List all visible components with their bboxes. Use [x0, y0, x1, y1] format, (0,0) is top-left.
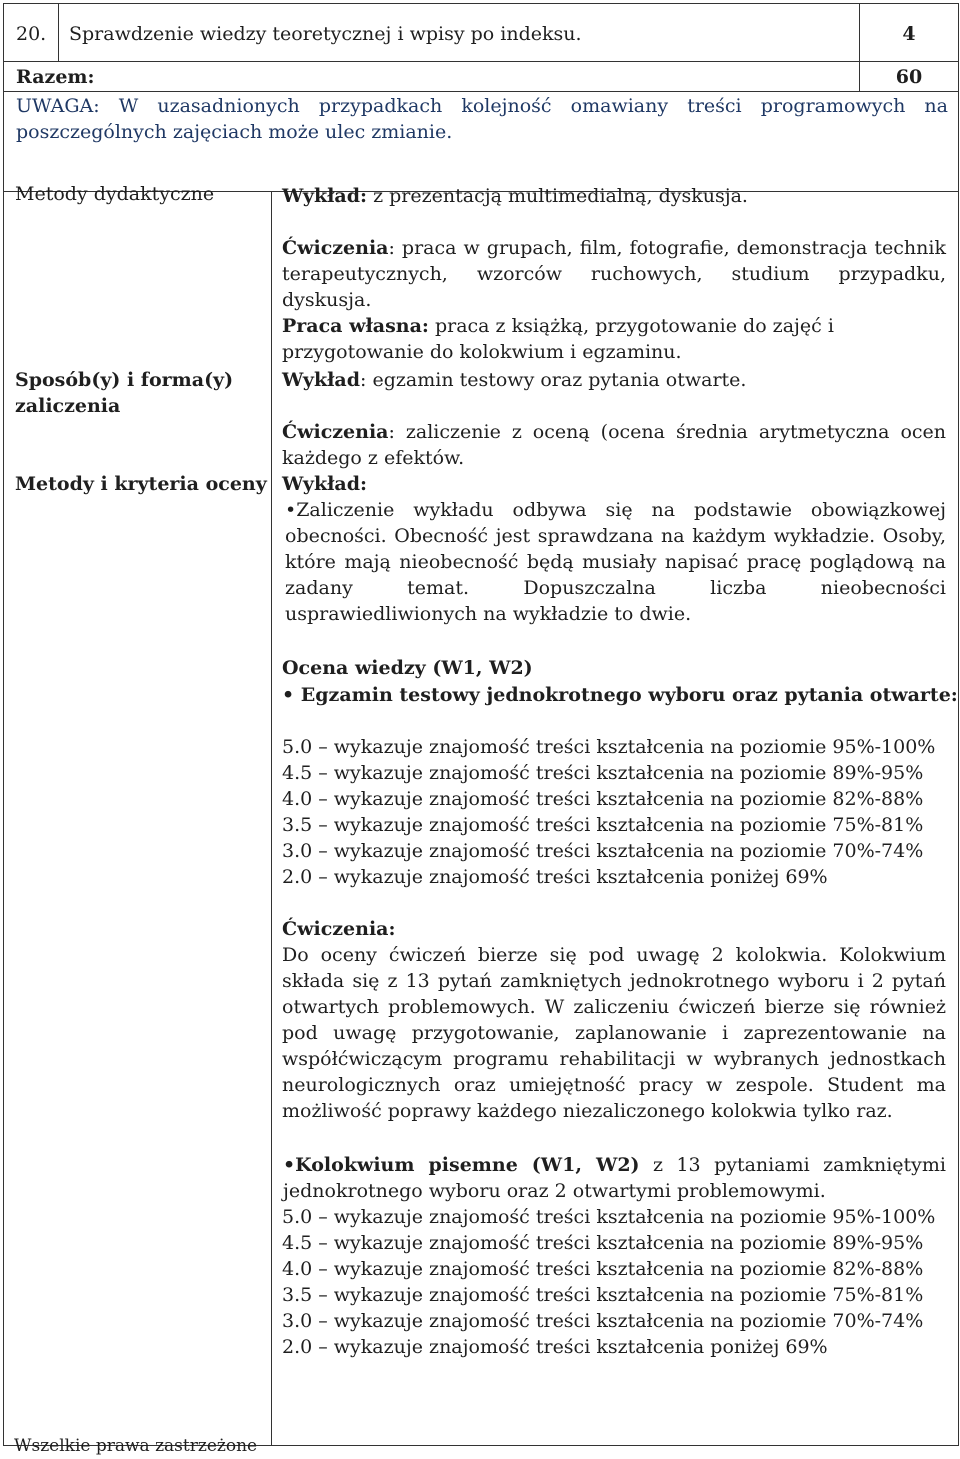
assessment-lecture-label: Wykład	[282, 369, 361, 391]
bullet-icon: •	[285, 499, 297, 521]
assessment-lecture	[282, 367, 946, 393]
own-work-label: Praca własna:	[282, 315, 429, 337]
note-row	[4, 92, 959, 192]
grade-line: 3.0 – wykazuje znajomość treści kształcenia na poziomie 70%-74%	[282, 1310, 924, 1332]
colloquium-label: Kolokwium pisemne (W1, W2)	[295, 1154, 640, 1176]
exam-grades-list	[282, 734, 946, 890]
knowledge-label: Ocena wiedzy (W1, W2)	[282, 657, 533, 679]
assessment-form-label-line2: zaliczenia	[15, 395, 121, 417]
own-work-line1-text: praca z książką, przygotowanie do zajęć i	[428, 315, 834, 337]
grade-line: 3.0 – wykazuje znajomość treści kształcenia na poziomie 70%-74%	[282, 840, 924, 862]
methods-own-work	[282, 313, 946, 365]
grade-line: 4.0 – wykazuje znajomość treści kształcenia na poziomie 82%-88%	[282, 1258, 924, 1280]
exercises-label: Ćwiczenia:	[282, 918, 396, 940]
note-cell	[4, 92, 959, 192]
syllabus-table	[3, 3, 958, 1446]
methods-lecture-label: Wykład:	[282, 185, 368, 207]
own-work-line2: przygotowanie do kolokwium i egzaminu.	[282, 341, 682, 363]
assessment-form-label-line1: Sposób(y) i forma(y)	[15, 369, 234, 391]
grade-line: 4.5 – wykazuje znajomość treści kształcenia na poziomie 89%-95%	[282, 1232, 924, 1254]
assessment-exercises	[282, 419, 946, 471]
bullet-icon: •	[283, 1154, 296, 1176]
total-hours: 60	[860, 62, 959, 92]
methods-exercises-label: Ćwiczenia	[282, 237, 389, 259]
criteria-lecture-text: Zaliczenie wykładu odbywa się na podstawie obowiązkowej obecności. Obecność jest sprawdzana na każdym wykładzie. Osoby, które mają nieobecność będą musiały napisać pracę poglądową na zadany temat. Dopuszczalna liczba nieobecności usprawiedliwionych na wykładzie to dwie.	[285, 499, 946, 625]
assessment-form-label	[15, 367, 233, 419]
grade-line: 4.5 – wykazuje znajomość treści kształcenia na poziomie 89%-95%	[282, 762, 924, 784]
criteria-lecture-label	[282, 471, 946, 497]
assessment-exercises-text: : zaliczenie z oceną (ocena średnia arytmetyczna ocen każdego z efektów.	[282, 421, 946, 469]
exam-label: • Egzamin testowy jednokrotnego wyboru oraz pytania otwarte:	[282, 684, 958, 706]
row-number: 20.	[4, 4, 59, 62]
assessment-lecture-text: : egzamin testowy oraz pytania otwarte.	[360, 369, 747, 391]
row-hours: 4	[860, 4, 959, 62]
table-row	[4, 4, 959, 62]
own-work-line1	[282, 313, 946, 339]
grade-line: 2.0 – wykazuje znajomość treści kształcenia poniżej 69%	[282, 866, 828, 888]
grade-line: 2.0 – wykazuje znajomość treści kształcenia poniżej 69%	[282, 1336, 828, 1358]
total-row	[4, 62, 959, 92]
exercises-text: Do oceny ćwiczeń bierze się pod uwagę 2 kolokwia. Kolokwium składa się z 13 pytań zamkniętych jednokrotnego wyboru i 2 pytań otwartych problemowych. W zaliczeniu ćwiczeń bierze się również pod uwagę przygotowanie, zaplanowanie i zaprezentowanie na współćwiczącym programu rehabilitacji w wybranych jednostkach neurologicznych oraz umiejętność pracy w zespole. Student ma możliwość poprawy każdego niezaliczonego kolokwia tylko raz.	[282, 944, 946, 1122]
colloquium-item	[283, 1152, 946, 1204]
assessment-exercises-label: Ćwiczenia	[282, 421, 389, 443]
total-label: Razem:	[4, 62, 860, 92]
grade-line: 3.5 – wykazuje znajomość treści kształcenia na poziomie 75%-81%	[282, 814, 924, 836]
grade-line: 3.5 – wykazuje znajomość treści kształcenia na poziomie 75%-81%	[282, 1284, 924, 1306]
criteria-label: Metody i kryteria oceny	[15, 473, 267, 495]
methods-label: Metody dydaktyczne	[15, 183, 215, 205]
methods-lecture	[282, 183, 946, 209]
colloquium-grades-list	[282, 1204, 946, 1360]
schedule-table	[3, 3, 959, 192]
criteria-lecture-label-text: Wykład:	[282, 473, 368, 495]
methods-exercises-text: : praca w grupach, film, fotografie, demonstracja technik terapeutycznych, wzorców ruchowych, studium przypadku, dyskusja.	[282, 237, 946, 311]
footer-copyright: Wszelkie prawa zastrzeżone	[14, 1436, 258, 1456]
grade-line: 5.0 – wykazuje znajomość treści kształcenia na poziomie 95%-100%	[282, 1206, 936, 1228]
grade-line: 4.0 – wykazuje znajomość treści kształcenia na poziomie 82%-88%	[282, 788, 924, 810]
note-text: UWAGA: W uzasadnionych przypadkach kolejność omawiany treści programowych na poszczególnych zajęciach może ulec zmianie.	[16, 95, 948, 143]
colloquium-text: z 13 pytaniami zamkniętymi jednokrotnego wyboru oraz 2 otwartymi problemowymi.	[283, 1154, 946, 1202]
methods-lecture-text: z prezentacją multimedialną, dyskusja.	[367, 185, 748, 207]
criteria-lecture-bullet-item	[285, 497, 946, 627]
row-topic: Sprawdzenie wiedzy teoretycznej i wpisy po indeksu.	[59, 4, 860, 62]
methods-exercises	[282, 235, 946, 313]
grade-line: 5.0 – wykazuje znajomość treści kształcenia na poziomie 95%-100%	[282, 736, 936, 758]
